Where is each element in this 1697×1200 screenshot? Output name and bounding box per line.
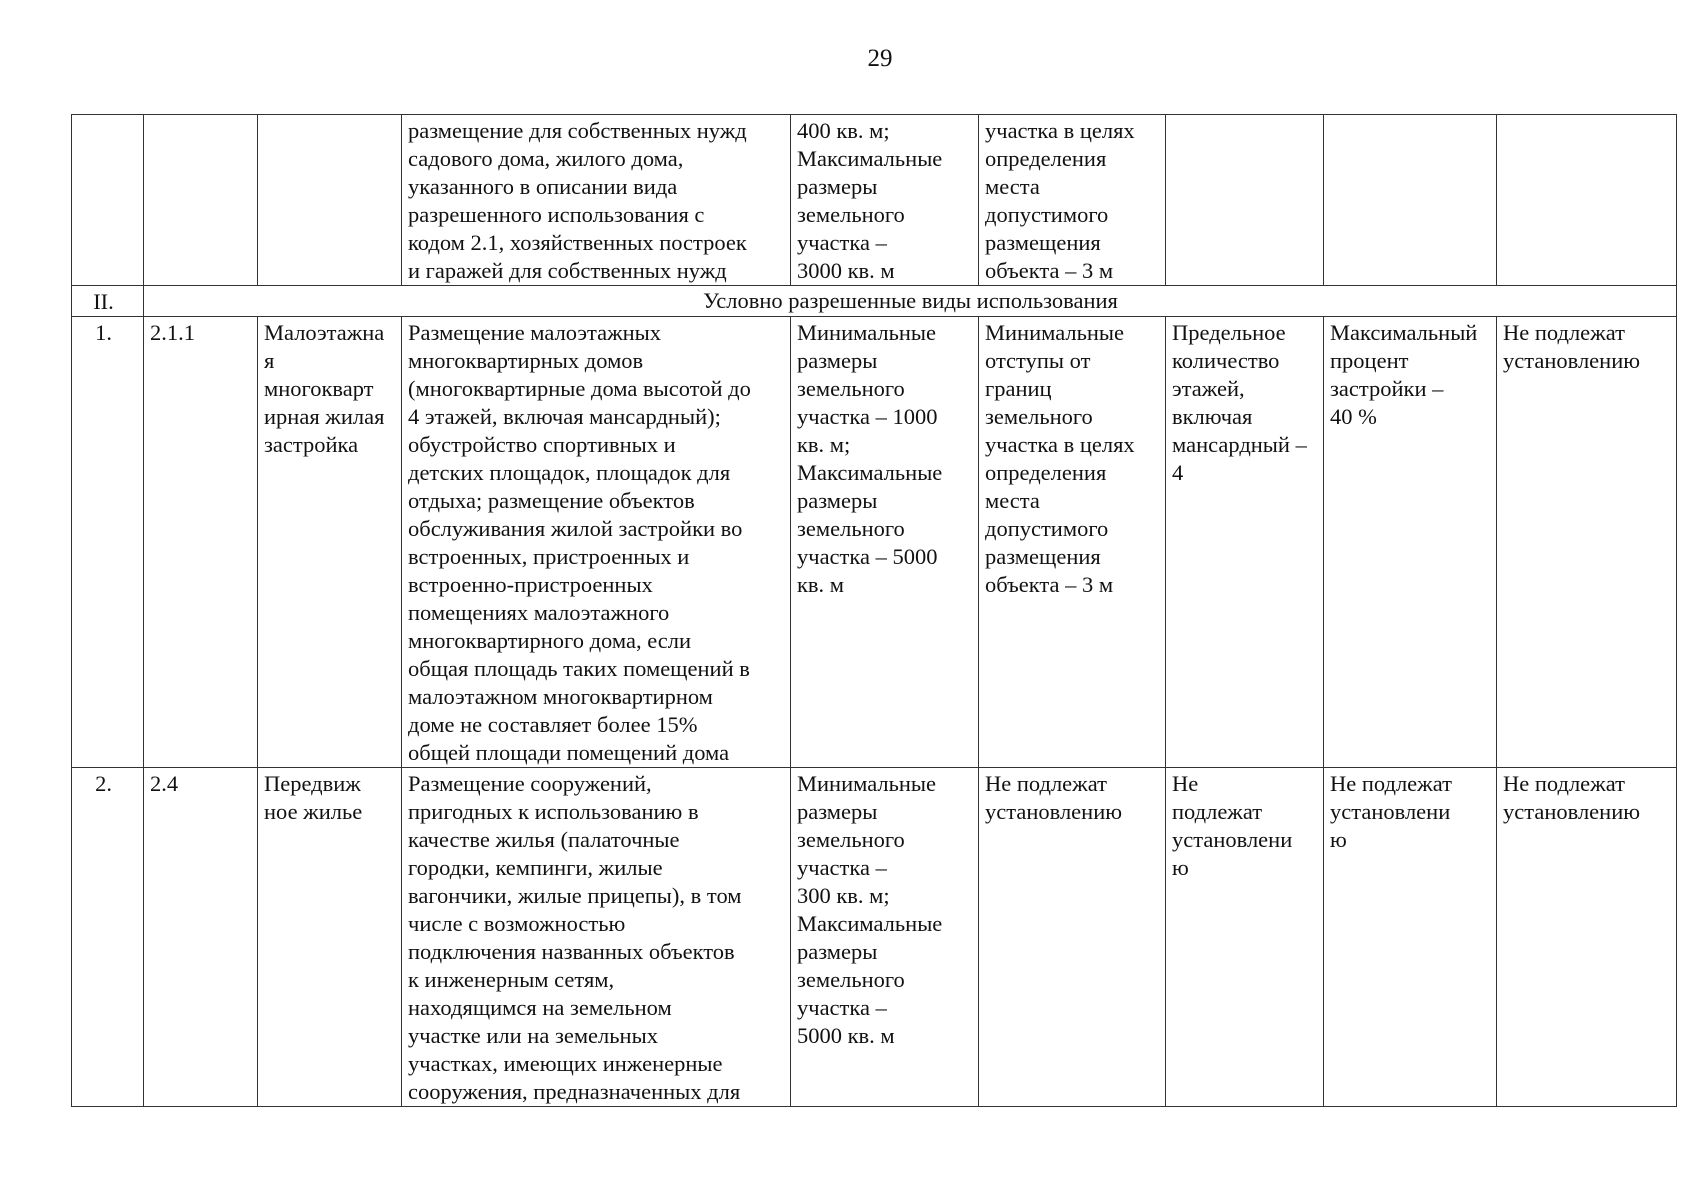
use-name-cell — [258, 115, 402, 286]
plot-size-cell: Минимальные размеры земельного участка – 300 кв. м; Максимальные размеры земельного участка – 5000 кв. м — [791, 768, 979, 1107]
plot-size-cell: 400 кв. м; Максимальные размеры земельного участка – 3000 кв. м — [791, 115, 979, 286]
table-row — [72, 768, 1677, 1107]
floors-cell — [1166, 115, 1324, 286]
row-number-cell: 2. — [72, 768, 144, 1107]
use-description-cell: Размещение сооружений, пригодных к использованию в качестве жилья (палаточные городки, кемпинги, жилые вагончики, жилые прицепы), в том числе с возможностью подключения названных объектов к инженерным сетям, находящимся на земельном участке или на земельных участках, имеющих инженерные сооружения, предназначенных для — [402, 768, 791, 1107]
row-number-cell — [72, 115, 144, 286]
other-params-cell: Не подлежат установлению — [1497, 768, 1677, 1107]
use-code-cell — [144, 115, 258, 286]
setbacks-cell: Минимальные отступы от границ земельного участка в целях определения места допустимого размещения объекта – 3 м — [979, 317, 1166, 768]
land-use-regulations-table — [71, 114, 1677, 1107]
section-header-row — [72, 286, 1677, 317]
use-code-cell: 2.1.1 — [144, 317, 258, 768]
plot-size-cell: Минимальные размеры земельного участка – 1000 кв. м; Максимальные размеры земельного участка – 5000 кв. м — [791, 317, 979, 768]
section-title-cell: Условно разрешенные виды использования — [144, 286, 1677, 317]
setbacks-cell: Не подлежат установлению — [979, 768, 1166, 1107]
other-params-cell: Не подлежат установлению — [1497, 317, 1677, 768]
use-name-cell: Передвиж ное жилье — [258, 768, 402, 1107]
use-code-cell: 2.4 — [144, 768, 258, 1107]
page-number: 29 — [867, 45, 893, 72]
other-params-cell — [1497, 115, 1677, 286]
table-row — [72, 317, 1677, 768]
coverage-cell: Не подлежат установлени ю — [1324, 768, 1497, 1107]
section-number-cell: II. — [72, 286, 144, 317]
use-description-cell: размещение для собственных нужд садового дома, жилого дома, указанного в описании вида разрешенного использования с кодом 2.1, хозяйственных построек и гаражей для собственных нужд — [402, 115, 791, 286]
use-description-cell: Размещение малоэтажных многоквартирных домов (многоквартирные дома высотой до 4 этажей, включая мансардный); обустройство спортивных и детских площадок, площадок для отдыха; размещение объектов обслуживания жилой застройки во встроенных, пристроенных и встроенно-пристроенных помещениях малоэтажного многоквартирного дома, если общая площадь таких помещений в малоэтажном многоквартирном доме не составляет более 15% общей площади помещений дома — [402, 317, 791, 768]
coverage-cell: Максимальный процент застройки – 40 % — [1324, 317, 1497, 768]
table-row-continuation — [72, 115, 1677, 286]
use-name-cell: Малоэтажна я многокварт ирная жилая застройка — [258, 317, 402, 768]
floors-cell: Предельное количество этажей, включая мансардный – 4 — [1166, 317, 1324, 768]
floors-cell: Не подлежат установлени ю — [1166, 768, 1324, 1107]
row-number-cell: 1. — [72, 317, 144, 768]
setbacks-cell: участка в целях определения места допустимого размещения объекта – 3 м — [979, 115, 1166, 286]
coverage-cell — [1324, 115, 1497, 286]
